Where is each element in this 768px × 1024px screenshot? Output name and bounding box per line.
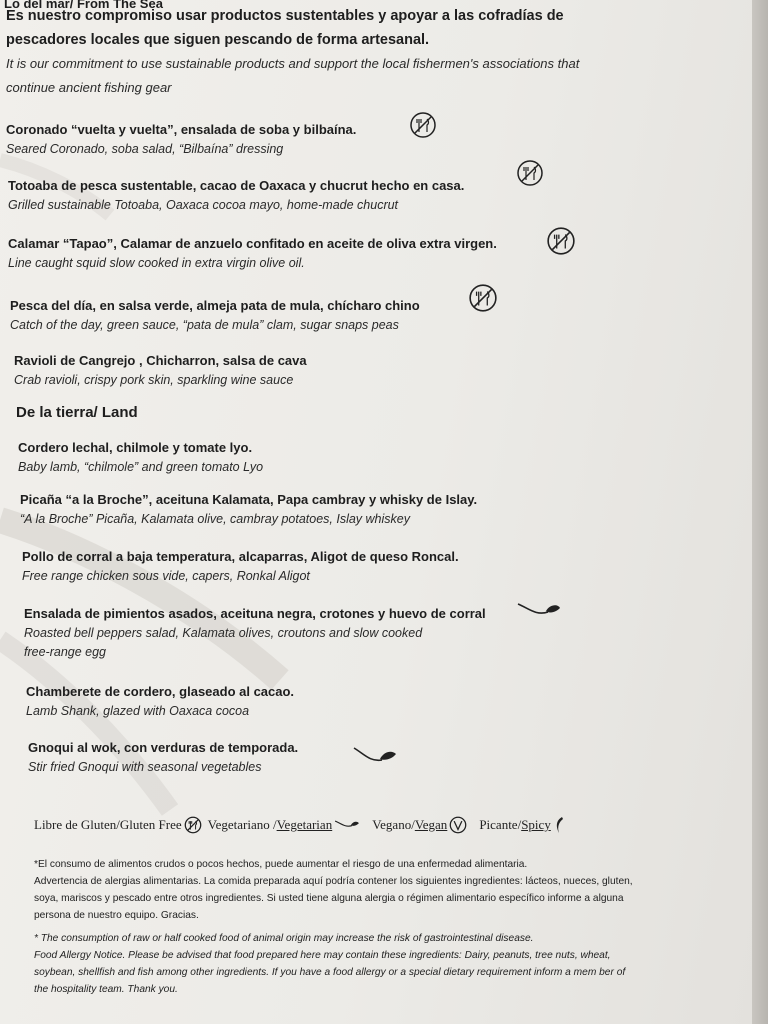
dish-name-en: Line caught squid slow cooked in extra virgin olive oil. bbox=[8, 256, 305, 270]
dish-name-en: Baby lamb, “chilmole” and green tomato Lyo bbox=[18, 460, 264, 474]
gluten-free-icon bbox=[409, 111, 437, 139]
legend-vegetarian-en: Vegetarian bbox=[276, 817, 333, 832]
intro-english-line-1: It is our commitment to use sustainable products and support the local fishermen's associations that bbox=[6, 56, 580, 71]
dish-ensalada-pimientos bbox=[24, 606, 486, 659]
intro-spanish-line-2: pescadores locales que siguen pescando de forma artesanal. bbox=[6, 32, 430, 48]
intro-spanish-line-1: Es nuestro compromiso usar productos sustentables y apoyar a las cofradías de bbox=[6, 8, 564, 24]
legend-gluten-free bbox=[34, 816, 202, 834]
legend-gluten-free-label: Libre de Gluten/Gluten Free bbox=[34, 817, 182, 832]
dish-name-es: Totoaba de pesca sustentable, cacao de Oaxaca y chucrut hecho en casa. bbox=[8, 178, 465, 193]
dish-name-es: Cordero lechal, chilmole y tomate lyo. bbox=[18, 440, 253, 455]
note-es-line-4: persona de nuestro equipo. Gracias. bbox=[34, 910, 199, 921]
dish-name-es: Calamar “Tapao”, Calamar de anzuelo confitado en aceite de oliva extra virgen. bbox=[8, 236, 497, 251]
note-en-line-2: Food Allergy Notice. Please be advised that food prepared here may contain these ingredients: Dairy, peanuts, tree nuts, wheat, bbox=[34, 950, 611, 961]
dish-name-en: Grilled sustainable Totoaba, Oaxaca cocoa mayo, home-made chucrut bbox=[8, 198, 399, 212]
dish-name-en-line-2: free-range egg bbox=[24, 645, 107, 659]
dish-name-es: Pesca del día, en salsa verde, almeja pata de mula, chícharo chino bbox=[10, 298, 420, 313]
dish-gnoqui bbox=[28, 740, 298, 774]
dish-name-es: Gnoqui al wok, con verduras de temporada. bbox=[28, 740, 299, 755]
dish-name-es: Coronado “vuelta y vuelta”, ensalada de soba y bilbaína. bbox=[6, 122, 357, 137]
gluten-free-icon bbox=[184, 816, 202, 834]
dish-cordero-lechal bbox=[18, 440, 263, 474]
vegetarian-leaf-icon bbox=[516, 600, 562, 622]
legend-spicy bbox=[479, 816, 565, 834]
dish-name-en: Seared Coronado, soba salad, “Bilbaína” dressing bbox=[6, 142, 284, 156]
legend-vegetarian bbox=[208, 817, 361, 833]
section-heading-land: De la tierra/ Land bbox=[16, 404, 138, 421]
chili-pepper-icon bbox=[553, 816, 565, 834]
vegan-icon bbox=[449, 816, 467, 834]
section-heading-sea: Lo del mar/ From The Sea bbox=[4, 0, 163, 11]
note-en-line-3: soybean, shellfish and fish among other ingredients. If you have a food allergy or a special dietary requirement inform a mem ber of bbox=[34, 967, 626, 978]
note-en-line-4: the hospitality team. Thank you. bbox=[34, 984, 178, 995]
legend-vegan bbox=[372, 816, 467, 834]
vegetarian-leaf-icon bbox=[334, 818, 360, 832]
dietary-legend bbox=[34, 816, 571, 834]
note-es-line-2: Advertencia de alergias alimentarias. La comida preparada aquí podría contener los siguientes ingredientes: lácteos, nueces, gluten, bbox=[34, 876, 633, 887]
dish-name-en: Lamb Shank, glazed with Oaxaca cocoa bbox=[26, 704, 250, 718]
gluten-free-icon bbox=[546, 226, 576, 256]
dish-pollo-de-corral bbox=[22, 549, 459, 583]
page-edge bbox=[752, 0, 768, 1024]
dish-name-en: Crab ravioli, crispy pork skin, sparkling wine sauce bbox=[14, 373, 294, 387]
vegetarian-leaf-icon bbox=[352, 744, 398, 770]
intro-english-line-2: continue ancient fishing gear bbox=[6, 80, 172, 95]
allergy-notice-spanish bbox=[34, 856, 633, 924]
dish-name-en: “A la Broche” Picaña, Kalamata olive, cambray potatoes, Islay whiskey bbox=[20, 512, 410, 526]
dish-totoaba bbox=[8, 178, 464, 212]
dish-name-es: Pollo de corral a baja temperatura, alcaparras, Aligot de queso Roncal. bbox=[22, 549, 459, 564]
note-en-line-1: * The consumption of raw or half cooked food of animal origin may increase the risk of gastrointestinal disease. bbox=[34, 933, 534, 944]
dish-name-en: Free range chicken sous vide, capers, Ronkal Aligot bbox=[22, 569, 310, 583]
dish-name-es: Ensalada de pimientos asados, aceituna negra, crotones y huevo de corral bbox=[24, 606, 486, 621]
dish-name-en: Catch of the day, green sauce, “pata de mula” clam, sugar snaps peas bbox=[10, 318, 399, 332]
note-es-line-1: *El consumo de alimentos crudos o pocos hechos, puede aumentar el riesgo de una enfermedad alimentaria. bbox=[34, 859, 528, 870]
note-es-line-3: soya, mariscos y pescado entre otros ingredientes. Si usted tiene alguna alergia o régimen alimentario específico informe a alguna bbox=[34, 893, 624, 904]
gluten-free-icon bbox=[468, 283, 498, 313]
allergy-notice-english bbox=[34, 930, 625, 998]
dish-pesca-del-dia bbox=[10, 298, 420, 332]
legend-spicy-es: Picante/ bbox=[479, 817, 522, 832]
legend-spicy-en: Spicy bbox=[521, 817, 551, 832]
dish-ravioli-cangrejo bbox=[14, 353, 307, 387]
dish-name-es: Picaña “a la Broche”, aceituna Kalamata, Papa cambray y whisky de Islay. bbox=[20, 492, 478, 507]
gluten-free-icon bbox=[516, 159, 544, 187]
legend-vegetarian-es: Vegetariano / bbox=[207, 817, 277, 832]
dish-calamar bbox=[8, 236, 497, 270]
dish-name-en: Roasted bell peppers salad, Kalamata olives, croutons and slow cooked bbox=[24, 626, 423, 640]
dish-chamberete bbox=[26, 684, 294, 718]
dish-picana bbox=[20, 492, 477, 526]
dish-name-en: Stir fried Gnoqui with seasonal vegetables bbox=[28, 760, 262, 774]
legend-vegan-en: Vegan bbox=[414, 817, 448, 832]
dish-coronado bbox=[6, 122, 356, 156]
legend-vegan-es: Vegano/ bbox=[372, 817, 415, 832]
dish-name-es: Chamberete de cordero, glaseado al cacao. bbox=[26, 684, 295, 699]
dish-name-es: Ravioli de Cangrejo , Chicharron, salsa de cava bbox=[14, 353, 307, 368]
